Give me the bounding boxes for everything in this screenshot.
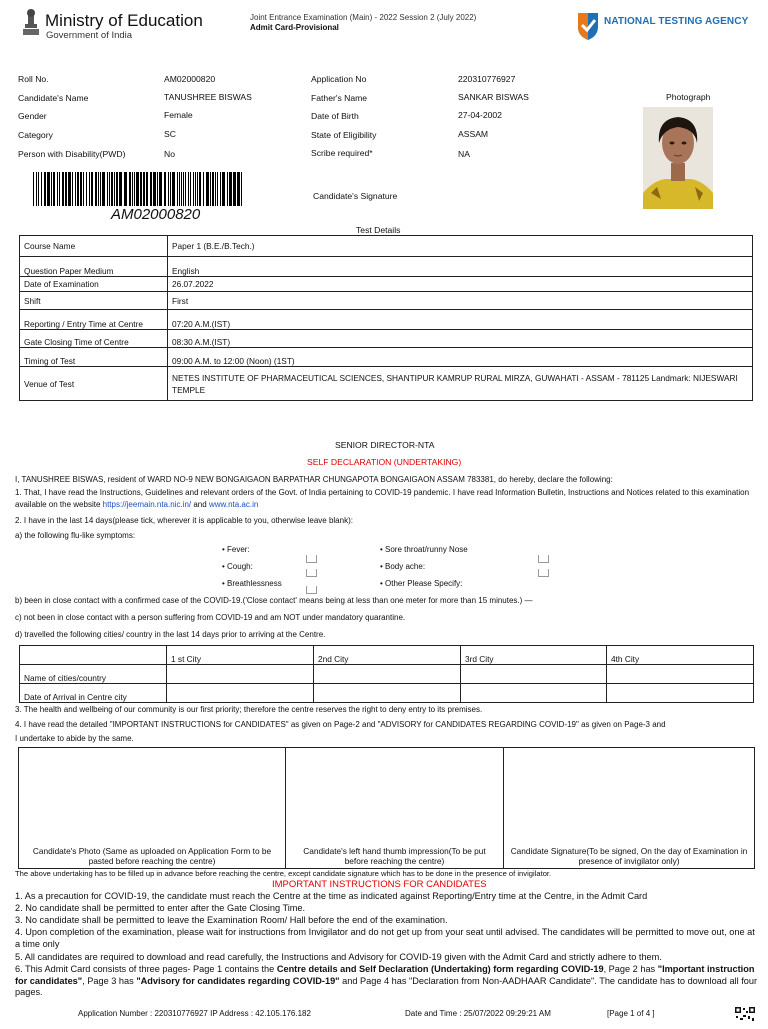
senior-director-label: SENIOR DIRECTOR-NTA <box>335 440 435 450</box>
city-cell[interactable] <box>314 665 461 684</box>
link-nta[interactable]: www.nta.ac.in <box>208 500 259 509</box>
declaration-point-d: d) travelled the following cities/ country in the last 14 days prior to arriving at the Centre. <box>15 630 326 639</box>
label-category: Category <box>18 130 53 140</box>
label-gender: Gender <box>18 111 47 121</box>
declaration-title: SELF DECLARATION (UNDERTAKING) <box>307 457 462 467</box>
declaration-point-4a: 4. I have read the detailed "IMPORTANT INSTRUCTIONS for CANDIDATES" as given on Page-2 and "ADVISORY for CANDIDATES REGARDING COVID-19" as given on Page-3 and <box>15 720 666 729</box>
photo-box[interactable]: Candidate's Photo (Same as uploaded on Application Form to be pasted before reaching the centre) <box>19 748 286 869</box>
table-row <box>20 348 753 367</box>
label-application-no: Application No <box>311 74 367 84</box>
declaration-point-b: b) been in close contact with a confirmed case of the COVID-19.('Close contact' means being at less than one meter for more than 15 minutes.) — <box>15 596 533 605</box>
table-row <box>20 257 753 277</box>
instruction-6-part-g: and Page 4 has "Declaration from Non-AADHAAR Candidate". The candidate has to download all four pages. <box>15 975 758 997</box>
instruction-6-part-f: "Advisory for candidates regarding COVID-19" <box>136 975 340 986</box>
nta-logo-icon <box>575 9 601 41</box>
row-label: Course Name <box>20 236 168 257</box>
city-header: 1 st City <box>167 646 314 665</box>
row-label: Question Paper Medium <box>20 257 168 277</box>
agency-name: NATIONAL TESTING AGENCY <box>604 16 749 27</box>
symptom-cough: • Cough: <box>222 562 253 571</box>
city-cell[interactable] <box>314 684 461 703</box>
declaration-point-1 <box>15 487 755 511</box>
table-row <box>20 665 754 684</box>
symptom-fever: • Fever: <box>222 545 250 554</box>
symptom-body-ache: • Body ache: <box>380 562 426 571</box>
value-candidate-name: TANUSHREE BISWAS <box>164 92 252 102</box>
row-label: Reporting / Entry Time at Centre <box>20 310 168 330</box>
row-label: Venue of Test <box>20 367 168 401</box>
table-row <box>20 277 753 292</box>
city-cell[interactable] <box>607 665 754 684</box>
declaration-point-4b: I undertake to abide by the same. <box>15 734 134 743</box>
ministry-title: Ministry of Education <box>45 11 203 30</box>
instruction-6-part-b: Centre details and Self Declaration (Undertaking) form regarding COVID-19 <box>276 964 604 974</box>
and-text: and <box>193 500 207 509</box>
value-scribe: NA <box>458 149 470 159</box>
footer-datetime: Date and Time : 25/07/2022 09:29:21 AM <box>405 1009 551 1018</box>
label-dob: Date of Birth <box>311 111 359 121</box>
table-row <box>20 684 754 703</box>
declaration-point-a: a) the following flu-like symptoms: <box>15 531 136 540</box>
row-value: 26.07.2022 <box>168 277 753 292</box>
candidate-photo <box>643 107 713 209</box>
fever-checkbox[interactable] <box>306 555 317 563</box>
declaration-point-2: 2. I have in the last 14 days(please tick, wherever it is applicable to you, otherwise leave blank): <box>15 516 353 525</box>
label-father-name: Father's Name <box>311 93 368 103</box>
value-category: SC <box>164 129 176 139</box>
sore-throat-checkbox[interactable] <box>538 555 549 563</box>
row-value: English <box>168 257 753 277</box>
declaration-point-c: c) not been in close contact with a person suffering from COVID-19 and am NOT under mandatory quarantine. <box>15 613 406 622</box>
table-row <box>20 646 754 665</box>
city-cell[interactable] <box>461 684 607 703</box>
footer-page-number: [Page 1 of 4 ] <box>607 1009 655 1018</box>
declaration-intro: I, TANUSHREE BISWAS, resident of WARD NO-9 NEW BONGAIGAON BARPATHAR CHUNGAPOTA BONGAIGAON ASSAM 783381, do hereby, declare the following: <box>15 475 613 484</box>
table-row <box>20 330 753 348</box>
city-cell[interactable] <box>167 665 314 684</box>
value-roll-no: AM02000820 <box>164 74 216 84</box>
instruction-2: 2. No candidate shall be permitted to enter after the Gate Closing Time. <box>15 903 306 913</box>
breathlessness-checkbox[interactable] <box>306 586 317 594</box>
footer-application-info: Application Number : 220310776927 IP Address : 42.105.176.182 <box>78 1009 311 1018</box>
label-candidate-name: Candidate's Name <box>18 93 89 103</box>
exam-title: Joint Entrance Examination (Main) - 2022 Session 2 (July 2022) <box>250 13 477 22</box>
undertaking-footnote: The above undertaking has to be filled up in advance before reaching the centre, except candidate signature which has to be done in the presence of invigilator. <box>15 869 552 878</box>
government-subtitle: Government of India <box>46 30 133 41</box>
city-row-label: Date of Arrival in Centre city <box>20 684 167 703</box>
label-scribe: Scribe required* <box>311 148 373 158</box>
instructions-title: IMPORTANT INSTRUCTIONS FOR CANDIDATES <box>272 879 487 890</box>
table-row <box>20 367 753 401</box>
instruction-6 <box>15 964 760 999</box>
city-row-label: Name of cities/country <box>20 665 167 684</box>
row-value: Paper 1 (B.E./B.Tech.) <box>168 236 753 257</box>
table-row <box>20 310 753 330</box>
undertaking-boxes <box>18 747 755 869</box>
label-pwd: Person with Disability(PWD) <box>18 149 126 159</box>
row-value: 08:30 A.M.(IST) <box>168 330 753 348</box>
cities-table <box>19 645 754 703</box>
city-header: 3rd City <box>461 646 607 665</box>
value-pwd: No <box>164 149 175 159</box>
instruction-4: 4. Upon completion of the examination, please wait for instructions from Invigilator and do not get up from your seat until advised. The candidates will be permitted to move out, one at a time only <box>15 927 755 949</box>
row-label: Gate Closing Time of Centre <box>20 330 168 348</box>
declaration-point-3: 3. The health and wellbeing of our community is our first priority; therefore the centre reserves the right to deny entry to its premises. <box>15 705 483 714</box>
instruction-6-part-d: "Important instruction for candidates" <box>15 964 755 986</box>
city-header: 4th City <box>607 646 754 665</box>
body-ache-checkbox[interactable] <box>538 569 549 577</box>
row-label: Date of Examination <box>20 277 168 292</box>
photograph-label: Photograph <box>666 92 711 102</box>
instruction-6-part-e: , Page 3 has <box>82 975 137 986</box>
row-value: 07:20 A.M.(IST) <box>168 310 753 330</box>
instruction-6-part-c: , Page 2 has <box>603 964 658 974</box>
point-1-text: 1. That, I have read the Instructions, Guidelines and relevant orders of the Govt. of India pertaining to COVID-19 pandemic. I have read Information Bulletin, Instructions and Notices related to this examination available on the website <box>15 488 750 509</box>
value-state: ASSAM <box>458 129 489 139</box>
table-row <box>20 236 753 257</box>
signature-box[interactable]: Candidate Signature(To be signed, On the day of Examination in presence of invigilator only) <box>504 748 755 869</box>
label-roll-no: Roll No. <box>18 74 49 84</box>
row-value: NETES INSTITUTE OF PHARMACEUTICAL SCIENCES, SHANTIPUR KAMRUP RURAL MIRZA, GUWAHATI - ASSAM - 781125 Landmark: NIJESWARI TEMPLE <box>168 367 753 401</box>
qr-code-icon <box>734 1006 756 1024</box>
value-dob: 27-04-2002 <box>458 110 502 120</box>
test-details-table <box>19 235 753 401</box>
instruction-5: 5. All candidates are required to download and read carefully, the Instructions and Advisory for COVID-19 given with the Admit Card and strictly adhere to them. <box>15 952 662 962</box>
instruction-1: 1. As a precaution for COVID-19, the candidate must reach the Centre at the time as indicated against Reporting/Entry time at the Centre, in the Admit Card <box>15 891 648 901</box>
thumb-impression-box[interactable]: Candidate's left hand thumb impression(To be put before reaching the centre) <box>286 748 504 869</box>
row-label: Timing of Test <box>20 348 168 367</box>
city-cell[interactable] <box>461 665 607 684</box>
symptom-breathlessness: • Breathlessness <box>222 579 282 588</box>
barcode-text: AM02000820 <box>111 206 201 223</box>
value-gender: Female <box>164 110 193 120</box>
city-header: 2nd City <box>314 646 461 665</box>
row-value: 09:00 A.M. to 12:00 (Noon) (1ST) <box>168 348 753 367</box>
table-row <box>20 292 753 310</box>
table-row <box>19 748 755 869</box>
row-label: Shift <box>20 292 168 310</box>
test-details-title: Test Details <box>356 225 401 235</box>
barcode <box>33 172 245 206</box>
instruction-3: 3. No candidate shall be permitted to leave the Examination Room/ Hall before the end of the examination. <box>15 915 448 925</box>
value-father-name: SANKAR BISWAS <box>458 92 529 102</box>
city-cell[interactable] <box>167 684 314 703</box>
signature-label: Candidate's Signature <box>313 191 398 201</box>
city-cell[interactable] <box>607 684 754 703</box>
symptom-sore-throat: • Sore throat/runny Nose <box>380 545 468 554</box>
instruction-6-part-a: 6. This Admit Card consists of three pages- Page 1 contains the <box>15 964 277 974</box>
cough-checkbox[interactable] <box>306 569 317 577</box>
label-state: State of Eligibility <box>311 130 377 140</box>
row-value: First <box>168 292 753 310</box>
value-application-no: 220310776927 <box>458 74 516 84</box>
emblem-icon <box>22 8 40 38</box>
admit-card-title: Admit Card-Provisional <box>250 23 339 32</box>
link-jeemain[interactable]: https://jeemain.nta.nic.in/ <box>102 500 192 509</box>
symptom-other: • Other Please Specify: <box>380 579 463 588</box>
